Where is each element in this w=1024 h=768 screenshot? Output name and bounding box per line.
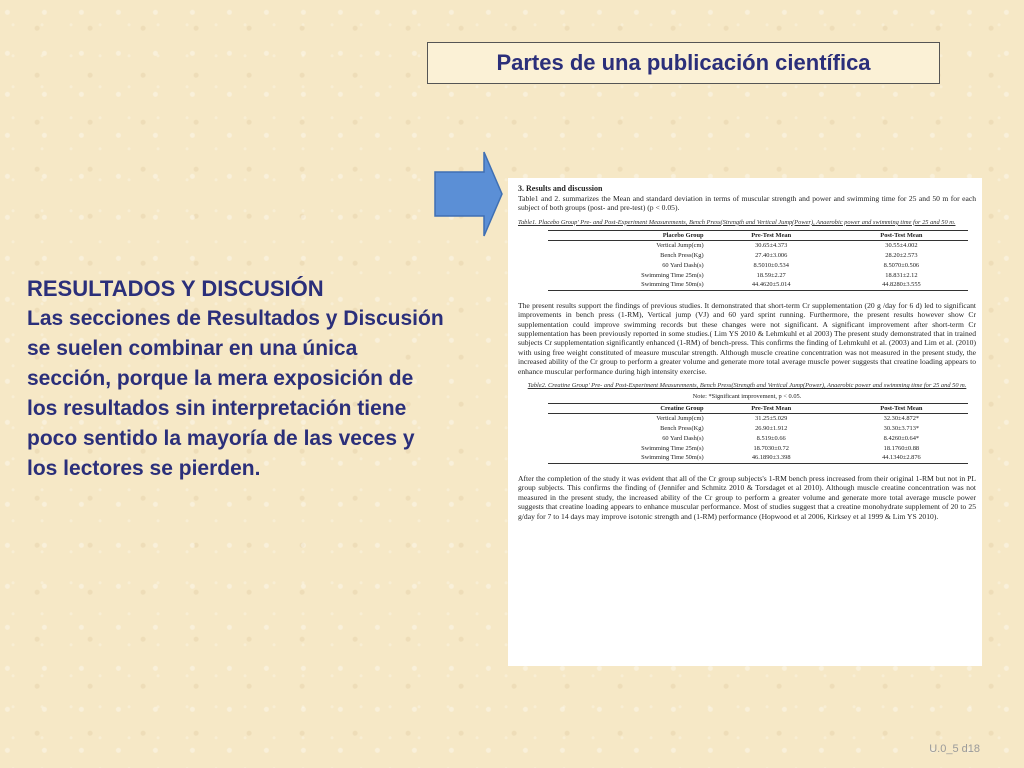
table-cell: 46.1890±3.398 [708, 453, 835, 463]
table-row [548, 251, 968, 261]
table-cell: Swimming Time 25m(s) [641, 271, 704, 279]
table-cell: 44.4620±5.014 [708, 280, 835, 290]
table-cell: Bench Press(Kg) [660, 425, 704, 433]
table-header: Post-Test Mean [835, 403, 968, 413]
table-cell: Vertical Jump(cm) [656, 415, 704, 423]
paper-paragraph-2: After the completion of the study it was evident that all of the Cr group subjects's 1-RM bench press increased from their original 1-RM but not in PL group subjects. This confirms the finding of (Jennifer and Schmitz 2010 & Torsdaget et al 2010). Although muscle creatine concentration was not measured in the present study, the increased ability of the Cr group to perform a greater volume and generate more total average muscle power suggests that creatine loading appears to enhance muscular performance. Most of studies suggest that a creatine monohydrate supplement of 20 to 25 g/day for 7 to 14 days may improve isotonic strength and (1-RM) performance (Hopwood et al 2006, Kirksey et al 1999 & Lim YS 2010). [518, 473, 976, 521]
table-cell: 18.7030±0.72 [753, 444, 789, 452]
table-cell: 27.40±3.006 [755, 251, 788, 259]
table-cell: 26.90±1.912 [755, 425, 788, 433]
table-row [548, 240, 968, 250]
table-cell: Vertical Jump(cm) [656, 242, 704, 250]
table-cell: 30.55±4.002 [885, 242, 918, 250]
table-cell: 44.8280±3.555 [835, 280, 968, 290]
slide-page-number: U.0_5 d18 [929, 743, 980, 755]
table-row [548, 260, 968, 270]
paper-excerpt [508, 178, 982, 666]
table-row [548, 413, 968, 423]
table-cell: 8.5070±0.506 [883, 261, 920, 269]
paper-section-title: 3. Results and discussion [518, 184, 603, 193]
table-cell: 28.20±2.573 [885, 251, 918, 259]
paper-paragraph-1: The present results support the findings of previous studies. It demonstrated that short-term Cr supplementation (20 g /day for 6 d) led to significant improvements in bench press (1-RM), Vertical jump (VJ) and 60 yard sprint running. Furthermore, the present results however show Cr supplementation could improve swimming records but these changes were not significant. A significant improvement after short-term Cr supplementation has been previously reported in some studies.( Lim YS 2010 & Lehmkuhl et al 2003) The present study demonstrated that in trained subjects Cr supplementation significantly enhanced (1-RM) of bench-press. This confirms the finding of Lehmkuhl et al. (2003) and Lim et al. (2010) with using free weight constituted of measure muscular strength. Although muscle creatine concentration was not measured in the present study, the increased ability of the Cr group to perform a greater volume and generate more total average muscle power suggests that creatine loading appears to enhance muscular performance during high intensity exercise. [518, 300, 976, 376]
table-header: Placebo Group [548, 230, 708, 240]
table-cell: 30.65±4.373 [755, 242, 788, 250]
table-cell: 18.1760±0.88 [883, 444, 920, 452]
arrow-right-icon [434, 150, 504, 238]
section-description [27, 274, 447, 484]
table-row [548, 453, 968, 463]
table-header: Post-Test Mean [835, 230, 968, 240]
section-heading: RESULTADOS Y DISCUSIÓN [27, 276, 324, 301]
table-row [548, 424, 968, 434]
table-cell: 8.519±0.66 [756, 434, 786, 442]
table-header: Pre-Test Mean [708, 403, 835, 413]
paper-intro: Table1 and 2. summarizes the Mean and standard deviation in terms of muscular strength and power and swimming time for 25 and 50 m for each subject of both groups (post- and pre-test) (p < 0.05). [518, 194, 976, 213]
table-cell: 8.4260±0.64* [883, 434, 920, 442]
slide-title-text: Partes de una publicación científica [496, 50, 871, 75]
table2 [548, 403, 968, 464]
table-header: Creatine Group [548, 403, 708, 413]
table-row [548, 270, 968, 280]
table-cell: 31.25±5.029 [755, 415, 788, 423]
table2-caption: Table2. Creatine Group' Pre- and Post-Experiment Measurements, Bench Press(Strength and Vertical Jump(Power), Anaerobic power and swimming time for 25 and 50 m. [527, 381, 967, 389]
table-cell: Swimming Time 50m(s) [548, 280, 708, 290]
table2-note: Note: *Significant improvement, p < 0.05. [692, 392, 802, 400]
table1 [548, 230, 968, 291]
slide-title [427, 42, 940, 84]
table-cell: 8.5010±0.534 [753, 261, 789, 269]
table-cell: 32.30±4.872* [883, 415, 920, 423]
table-cell: 18.59±2.27 [756, 271, 786, 279]
table-header: Pre-Test Mean [708, 230, 835, 240]
table-cell: 60 Yard Dash(s) [662, 261, 704, 269]
table-cell: Swimming Time 25m(s) [641, 444, 704, 452]
table-row [548, 434, 968, 444]
table-row [548, 280, 968, 290]
table-cell: Swimming Time 50m(s) [548, 453, 708, 463]
table-cell: 30.30±3.713* [883, 425, 920, 433]
section-body: Las secciones de Resultados y Discusión se suelen combinar en una única sección, porque la mera exposición de los resultados sin interpretación tiene poco sentido la mayoría de las veces y los lectores se pierden. [27, 307, 444, 480]
table1-caption: Table1. Placebo Group' Pre- and Post-Experiment Measurements, Bench Press(Strength and Vertical Jump(Power), Anaerobic power and swimming time for 25 and 50 m. [518, 218, 956, 226]
table-cell: 60 Yard Dash(s) [662, 434, 704, 442]
table-cell: 18.831±2.12 [885, 271, 918, 279]
table-cell: 44.1340±2.876 [835, 453, 968, 463]
table-cell: Bench Press(Kg) [660, 251, 704, 259]
table-row [548, 443, 968, 453]
